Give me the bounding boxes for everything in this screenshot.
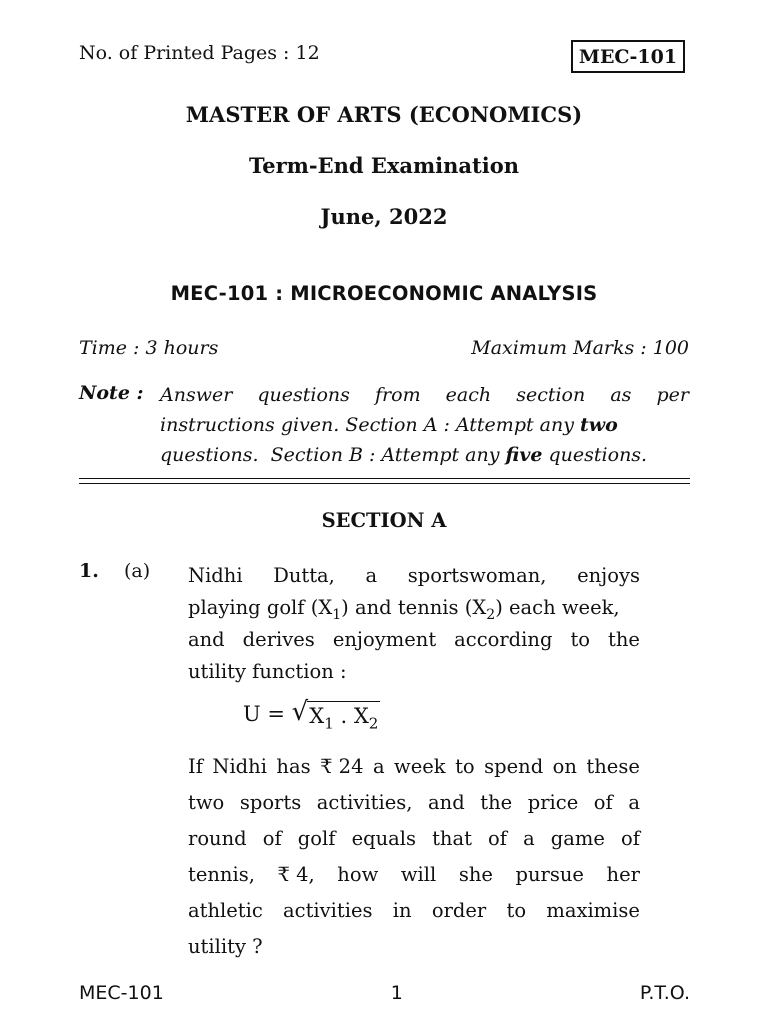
word: pursue [515, 863, 584, 886]
word: and [188, 628, 225, 651]
word: according [454, 628, 553, 651]
word: and [428, 791, 465, 814]
q1-p2-line-5 [188, 893, 640, 929]
word: price [527, 791, 579, 814]
footer-pto: P.T.O. [639, 982, 690, 1004]
word: equals [351, 827, 417, 850]
subscript-1: 1 [332, 606, 342, 623]
footer-course-code: MEC-101 [79, 982, 164, 1004]
word: sportswoman, [407, 564, 547, 587]
word: two [188, 791, 225, 814]
word: how [337, 863, 379, 886]
word: enjoys [577, 564, 640, 587]
word: ₹ 24 [320, 755, 364, 778]
course-code-box: MEC-101 [571, 40, 685, 73]
word: derives [242, 628, 315, 651]
exam-meta-row [79, 337, 689, 359]
programme-title: MASTER OF ARTS (ECONOMICS) [185, 102, 583, 127]
q1-line-2-a: playing golf (X [188, 596, 333, 619]
word: as [610, 384, 632, 406]
q1-p2-line-1 [188, 749, 640, 785]
word: Dutta, [273, 564, 335, 587]
q1-line-4: utility function : [188, 660, 347, 683]
word: week [394, 755, 446, 778]
word: a [523, 827, 535, 850]
word: that [432, 827, 472, 850]
word: per [656, 384, 689, 406]
q1-line-2 [188, 592, 640, 624]
word: enjoyment [332, 628, 437, 651]
word: If [188, 755, 203, 778]
word: golf [297, 827, 336, 850]
formula-subscript-2: 2 [368, 714, 379, 733]
word: the [480, 791, 513, 814]
word: of [488, 827, 507, 850]
note-line-1 [160, 380, 689, 410]
divider-rule-bottom [79, 483, 690, 484]
course-title: MEC-101 : MICROECONOMIC ANALYSIS [170, 282, 598, 305]
word: activities, [316, 791, 413, 814]
word: Answer [160, 384, 233, 406]
word: activities [283, 899, 373, 922]
word: section [516, 384, 586, 406]
word: to [455, 755, 475, 778]
word: athletic [188, 899, 263, 922]
note-line-3 [160, 440, 689, 470]
q1-p2-line-6: utility ? [188, 935, 263, 958]
note-line-2 [160, 410, 689, 440]
word: will [400, 863, 437, 886]
word: her [606, 863, 640, 886]
word: Nidhi [212, 755, 267, 778]
q1-line-2-b: ) and tennis (X [341, 596, 487, 619]
note-emphasis-two: two [580, 414, 618, 436]
note-line-2-text: instructions given. Section A : Attempt any [160, 414, 580, 436]
footer-page-number: 1 [390, 982, 403, 1004]
word: Nidhi [188, 564, 243, 587]
word: a [372, 755, 385, 778]
word: spend [484, 755, 544, 778]
note-text [160, 380, 689, 470]
word: to [570, 628, 591, 651]
formula-subscript-1: 1 [324, 714, 334, 733]
q1-line-1 [188, 560, 640, 592]
maximum-marks: Maximum Marks : 100 [471, 337, 689, 359]
formula-radicand [307, 701, 380, 733]
formula-lhs: U = [243, 702, 292, 726]
note-emphasis-five: five [505, 444, 543, 466]
q1-line-3 [188, 624, 640, 656]
q1-p2-line-3 [188, 821, 640, 857]
word: questions [257, 384, 350, 406]
section-a-heading: SECTION A [321, 509, 447, 532]
time-allowed: Time : 3 hours [79, 337, 219, 359]
note-line-3-end: questions. [542, 444, 648, 466]
note-label: Note : [79, 382, 144, 404]
word: each [445, 384, 492, 406]
word: she [458, 863, 493, 886]
question-part-label: (a) [124, 560, 151, 582]
exam-session: June, 2022 [320, 204, 448, 229]
formula-x1: X [309, 704, 325, 728]
square-root-icon: √ [291, 697, 309, 727]
q1-p2-line-4 [188, 857, 640, 893]
exam-title: Term-End Examination [248, 153, 519, 178]
word: on [552, 755, 577, 778]
question-number: 1. [79, 560, 99, 582]
word: tennis, [188, 863, 255, 886]
word: of [621, 827, 640, 850]
word: in [392, 899, 412, 922]
word: from [375, 384, 421, 406]
divider-rule-top [79, 478, 690, 479]
word: order [431, 899, 487, 922]
word: ₹ 4, [277, 863, 315, 886]
utility-formula [243, 697, 380, 731]
word: the [608, 628, 640, 651]
question-paragraph-2 [188, 749, 640, 965]
note-line-3-text: questions. Section B : Attempt any [160, 444, 506, 466]
printed-pages-count: No. of Printed Pages : 12 [79, 42, 320, 64]
word: these [586, 755, 640, 778]
word: to [506, 899, 527, 922]
formula-x2: . X [333, 704, 369, 728]
word: of [262, 827, 282, 850]
word: sports [239, 791, 302, 814]
word: a [365, 564, 378, 587]
word: a [628, 791, 640, 814]
subscript-2: 2 [486, 606, 496, 623]
word: round [188, 827, 247, 850]
word: game [550, 827, 605, 850]
q1-p2-line-2 [188, 785, 640, 821]
q1-line-2-c: ) each week, [495, 596, 620, 619]
word: has [276, 755, 311, 778]
word: of [593, 791, 613, 814]
page-footer [79, 982, 690, 1004]
question-paragraph-1 [188, 560, 640, 688]
word: maximise [546, 899, 640, 922]
